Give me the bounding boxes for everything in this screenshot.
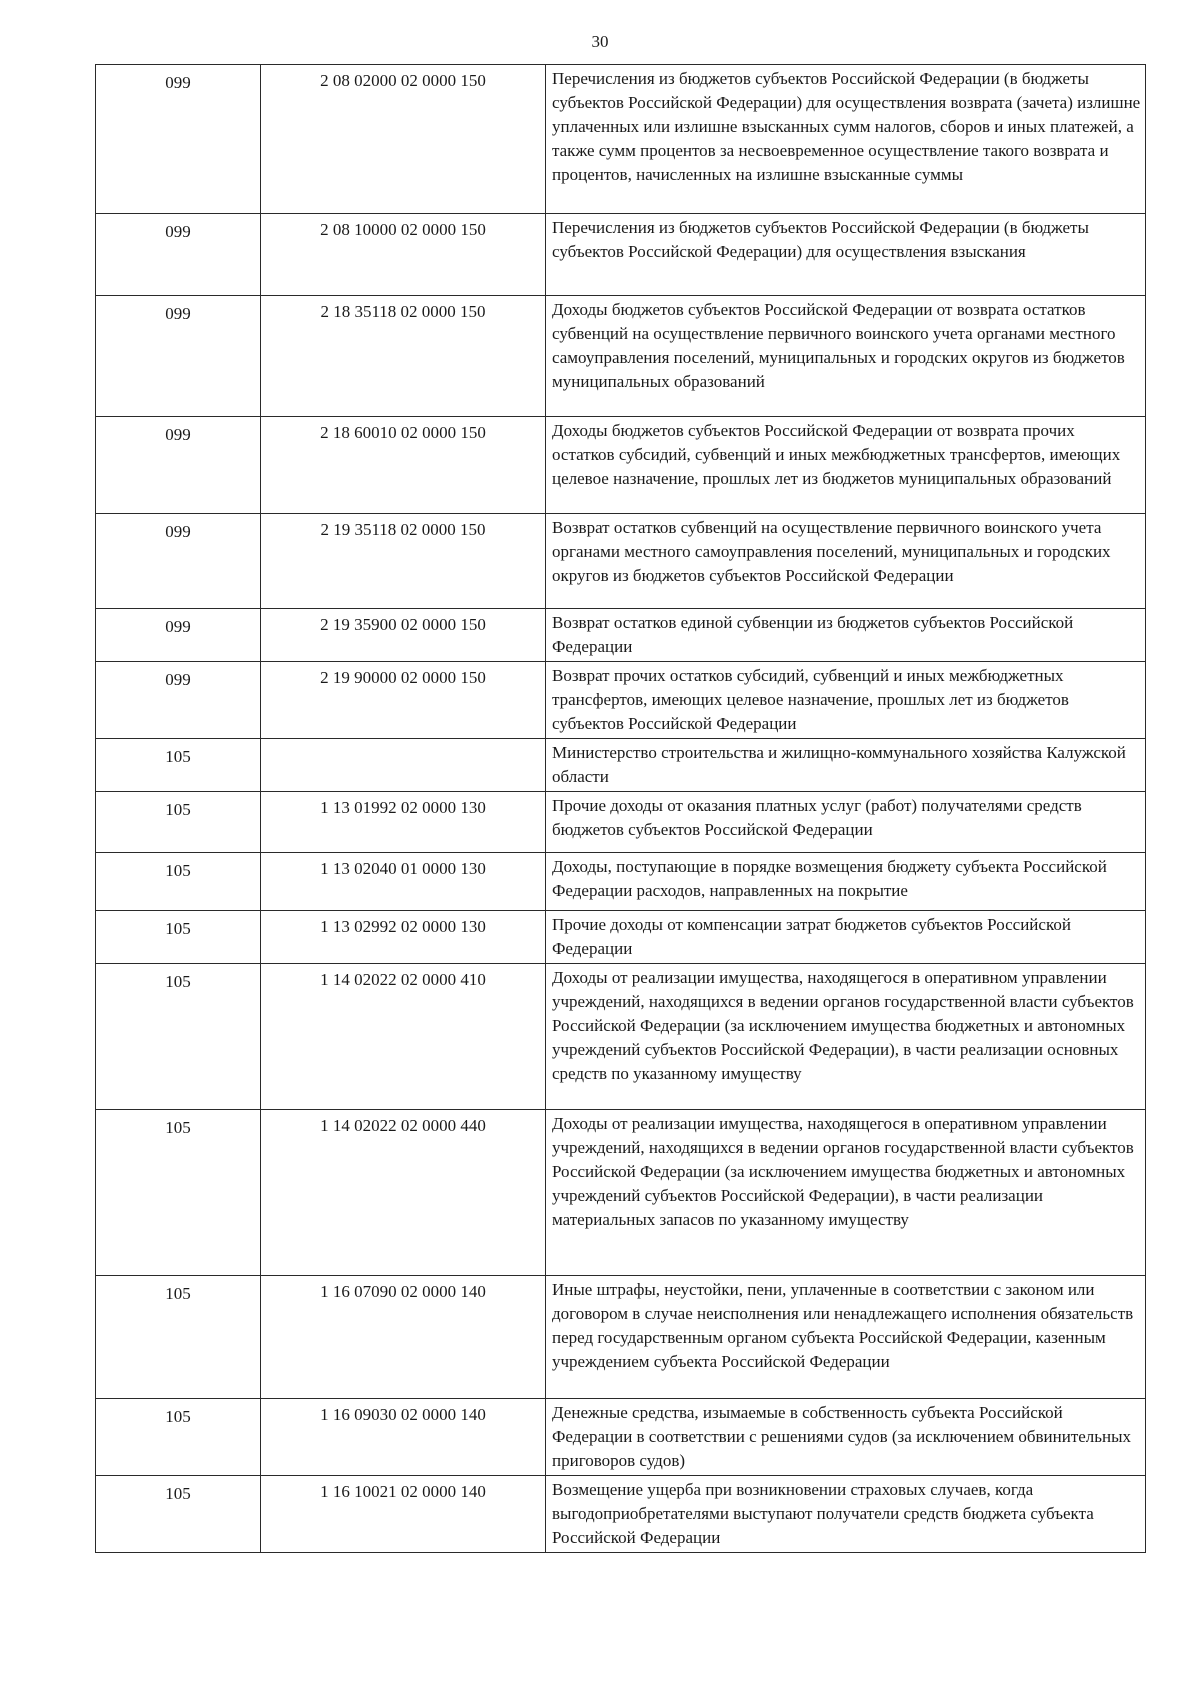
table-row — [96, 911, 1146, 964]
table-row — [96, 1476, 1146, 1553]
budget-code-cell: 2 19 90000 02 0000 150 — [261, 662, 546, 739]
revenue-name-cell: Прочие доходы от компенсации затрат бюджетов субъектов Российской Федерации — [546, 911, 1146, 964]
table-row — [96, 609, 1146, 662]
revenue-name-cell: Прочие доходы от оказания платных услуг (работ) получателями средств бюджетов субъектов Российской Федерации — [546, 792, 1146, 853]
table-row — [96, 1399, 1146, 1476]
budget-code-cell: 2 19 35900 02 0000 150 — [261, 609, 546, 662]
revenue-name-cell: Возмещение ущерба при возникновении страховых случаев, когда выгодоприобретателями выступают получатели средств бюджета субъекта Российской Федерации — [546, 1476, 1146, 1553]
table-row — [96, 792, 1146, 853]
admin-code-cell: 099 — [96, 609, 261, 662]
admin-code-cell: 099 — [96, 65, 261, 214]
revenue-name-cell: Иные штрафы, неустойки, пени, уплаченные в соответствии с законом или договором в случае неисполнения или ненадлежащего исполнения обязательств перед государственным органом субъекта Российской Федерации, казенным учреждением субъекта Российской Федерации — [546, 1276, 1146, 1399]
revenue-name-cell — [546, 853, 1146, 911]
revenue-name-cell: Перечисления из бюджетов субъектов Российской Федерации (в бюджеты субъектов Российской Федерации) для осуществления взыскания — [546, 214, 1146, 296]
budget-code-cell: 2 08 02000 02 0000 150 — [261, 65, 546, 214]
budget-code-cell: 1 13 02040 01 0000 130 — [261, 853, 546, 911]
revenue-name-cell: Возврат прочих остатков субсидий, субвенций и иных межбюджетных трансфертов, имеющих целевое назначение, прошлых лет из бюджетов субъектов Российской Федерации — [546, 662, 1146, 739]
admin-code-cell: 099 — [96, 662, 261, 739]
revenue-name-cell: Министерство строительства и жилищно-коммунального хозяйства Калужской области — [546, 739, 1146, 792]
admin-code-cell: 105 — [96, 1276, 261, 1399]
budget-code-cell: 2 19 35118 02 0000 150 — [261, 514, 546, 609]
admin-code-cell: 105 — [96, 853, 261, 911]
table-row — [96, 65, 1146, 214]
budget-code-cell: 1 16 07090 02 0000 140 — [261, 1276, 546, 1399]
admin-code-cell: 099 — [96, 214, 261, 296]
table-row — [96, 739, 1146, 792]
admin-code-cell: 105 — [96, 964, 261, 1110]
revenue-name-cell: Денежные средства, изымаемые в собственность субъекта Российской Федерации в соответствии с решениями судов (за исключением обвинительных приговоров судов) — [546, 1399, 1146, 1476]
table-row — [96, 853, 1146, 911]
revenue-name-cell: Перечисления из бюджетов субъектов Российской Федерации (в бюджеты субъектов Российской Федерации) для осуществления возврата (зачета) излишне уплаченных или излишне взысканных сумм налогов, сборов и иных платежей, а также сумм процентов за несвоевременное осуществление такого возврата и процентов, начисленных на излишне взысканные суммы — [546, 65, 1146, 214]
revenue-name-cell: Возврат остатков единой субвенции из бюджетов субъектов Российской Федерации — [546, 609, 1146, 662]
budget-code-cell: 1 14 02022 02 0000 410 — [261, 964, 546, 1110]
budget-code-cell: 2 18 35118 02 0000 150 — [261, 296, 546, 417]
table-row — [96, 514, 1146, 609]
admin-code-cell: 099 — [96, 296, 261, 417]
admin-code-cell: 105 — [96, 739, 261, 792]
table-row — [96, 417, 1146, 514]
budget-code-cell: 1 14 02022 02 0000 440 — [261, 1110, 546, 1276]
page-number: 30 — [591, 32, 609, 51]
table-row — [96, 1276, 1146, 1399]
table-row — [96, 964, 1146, 1110]
revenue-name-cell: Доходы бюджетов субъектов Российской Федерации от возврата остатков субвенций на осуществление первичного воинского учета органами местного самоуправления поселений, муниципальных и городских округов из бюджетов муниципальных образований — [546, 296, 1146, 417]
budget-code-cell: 2 08 10000 02 0000 150 — [261, 214, 546, 296]
budget-code-cell — [261, 739, 546, 792]
admin-code-cell: 105 — [96, 911, 261, 964]
budget-code-cell: 1 13 01992 02 0000 130 — [261, 792, 546, 853]
admin-code-cell: 099 — [96, 417, 261, 514]
revenue-codes-table — [95, 64, 1146, 1553]
budget-code-cell: 1 16 10021 02 0000 140 — [261, 1476, 546, 1553]
revenue-name-cell: Возврат остатков субвенций на осуществление первичного воинского учета органами местного самоуправления поселений, муниципальных и городских округов из бюджетов субъектов Российской Федерации — [546, 514, 1146, 609]
admin-code-cell: 105 — [96, 792, 261, 853]
admin-code-cell: 105 — [96, 1110, 261, 1276]
table-row — [96, 214, 1146, 296]
budget-code-cell: 2 18 60010 02 0000 150 — [261, 417, 546, 514]
table-row — [96, 1110, 1146, 1276]
revenue-name-cell: Доходы от реализации имущества, находящегося в оперативном управлении учреждений, находящихся в ведении органов государственной власти субъектов Российской Федерации (за исключением имущества бюджетных и автономных учреждений субъектов Российской Федерации), в части реализации материальных запасов по указанному имуществу — [546, 1110, 1146, 1276]
admin-code-cell: 099 — [96, 514, 261, 609]
budget-code-cell: 1 13 02992 02 0000 130 — [261, 911, 546, 964]
revenue-name-cell: Доходы от реализации имущества, находящегося в оперативном управлении учреждений, находящихся в ведении органов государственной власти субъектов Российской Федерации (за исключением имущества бюджетных и автономных учреждений субъектов Российской Федерации), в части реализации основных средств по указанному имуществу — [546, 964, 1146, 1110]
revenue-name-cell: Доходы бюджетов субъектов Российской Федерации от возврата прочих остатков субсидий, субвенций и иных межбюджетных трансфертов, имеющих целевое назначение, прошлых лет из бюджетов муниципальных образований — [546, 417, 1146, 514]
revenue-name-text: Доходы, поступающие в порядке возмещения бюджету субъекта Российской Федерации расходов, направленных на покрытие — [552, 857, 1107, 900]
table-row — [96, 296, 1146, 417]
table-row — [96, 662, 1146, 739]
admin-code-cell: 105 — [96, 1476, 261, 1553]
admin-code-cell: 105 — [96, 1399, 261, 1476]
budget-code-cell: 1 16 09030 02 0000 140 — [261, 1399, 546, 1476]
